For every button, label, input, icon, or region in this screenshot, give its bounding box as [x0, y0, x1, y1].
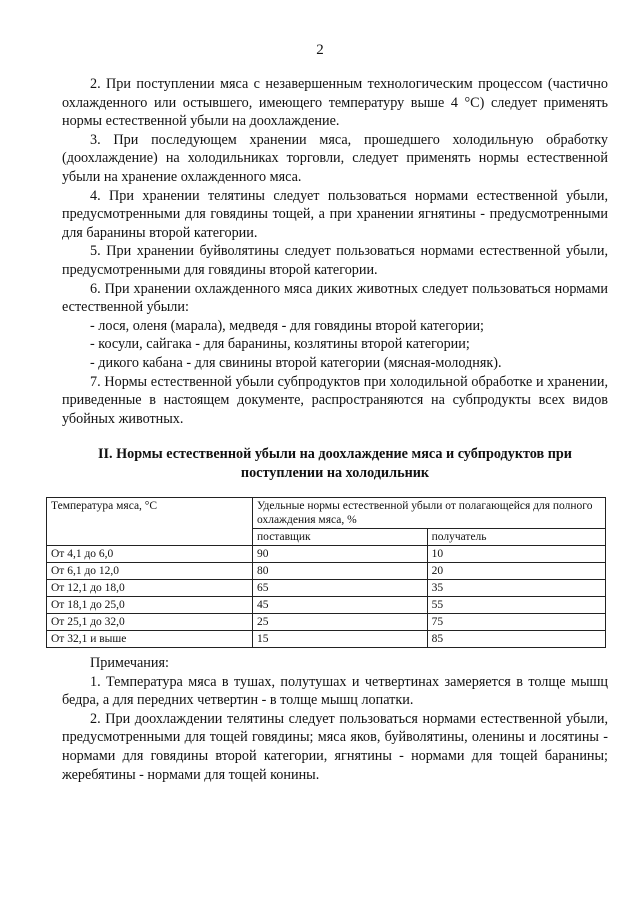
receiver-cell: 35: [427, 580, 605, 597]
temp-range-cell: От 25,1 до 32,0: [47, 614, 253, 631]
temp-range-cell: От 6,1 до 12,0: [47, 563, 253, 580]
paragraph: 2. При поступлении мяса с незавершенным технологическим процессом (частично охлажденного или остывшего, имеющего температуру выше 4 °С) следует применять нормы естественной убыли на доохлаждение.: [62, 76, 608, 130]
paragraph: 5. При хранении буйволятины следует пользоваться нормами естественной убыли, предусмотренными для говядины второй категории.: [62, 243, 608, 278]
header-supplier: поставщик: [253, 529, 428, 546]
temp-range-cell: От 4,1 до 6,0: [47, 546, 253, 563]
paragraph: 6. При хранении охлажденного мяса диких животных следует пользоваться нормами естественной убыли:: [62, 280, 608, 316]
paragraph: 4. При хранении телятины следует пользоваться нормами естественной убыли, предусмотренными для говядины тощей, а при хранении ягнятины - предусмотренными для баранины второй категории.: [62, 187, 608, 241]
paragraph: 3. При последующем хранении мяса, прошедшего холодильную обработку (доохлаждение) на холодильниках торговли, следует применять нормы естественной убыли на хранение охлажденного мяса.: [62, 131, 608, 185]
note: 2. При доохлаждении телятины следует пользоваться нормами естественной убыли, предусмотренными для тощей говядины; мяса яков, буйволятины, оленины и лосятины - нормами для говядины второй категории, ягнятины - нормами для тощей баранины; жеребятины - нормами для тощей конины.: [62, 710, 608, 783]
receiver-cell: 10: [427, 546, 605, 563]
receiver-cell: 85: [427, 631, 605, 648]
list-item: - дикого кабана - для свинины второй категории (мясная-молодняк).: [90, 354, 502, 371]
table-row: [47, 597, 606, 614]
section-title: II. Нормы естественной убыли на доохлаждение мяса и субпродуктов при поступлении на холодильник: [98, 446, 572, 481]
table-row: [47, 631, 606, 648]
supplier-cell: 25: [253, 614, 428, 631]
receiver-cell: 55: [427, 597, 605, 614]
table-row: [47, 546, 606, 563]
list-item: - лося, оленя (марала), медведя - для говядины второй категории;: [90, 317, 484, 334]
temp-range-cell: От 12,1 до 18,0: [47, 580, 253, 597]
temp-range-cell: От 32,1 и выше: [47, 631, 253, 648]
supplier-cell: 15: [253, 631, 428, 648]
page-number: 2: [316, 42, 324, 58]
header-temperature: Температура мяса, °С: [47, 498, 253, 546]
table-row: [47, 563, 606, 580]
notes-section: [62, 654, 608, 784]
supplier-cell: 90: [253, 546, 428, 563]
norms-table: [46, 497, 606, 648]
paragraph: 7. Нормы естественной убыли субпродуктов при холодильной обработке и хранении, приведенные в настоящем документе, распространяются на субпродукты всех видов убойных животных.: [62, 373, 608, 427]
list-item: - косули, сайгака - для баранины, козлятины второй категории;: [90, 336, 470, 353]
receiver-cell: 20: [427, 563, 605, 580]
document-body: [62, 75, 608, 428]
header-norms: Удельные нормы естественной убыли от полагающейся для полного охлаждения мяса, %: [253, 498, 606, 529]
header-receiver: получатель: [427, 529, 605, 546]
receiver-cell: 75: [427, 614, 605, 631]
table-row: [47, 580, 606, 597]
supplier-cell: 80: [253, 563, 428, 580]
notes-title: Примечания:: [90, 655, 169, 671]
supplier-cell: 65: [253, 580, 428, 597]
temp-range-cell: От 18,1 до 25,0: [47, 597, 253, 614]
table-row: [47, 614, 606, 631]
note: 1. Температура мяса в тушах, полутушах и четвертинах замеряется в толще мышц бедра, а для передних четвертин - в толще мышц лопатки.: [62, 673, 608, 709]
supplier-cell: 45: [253, 597, 428, 614]
